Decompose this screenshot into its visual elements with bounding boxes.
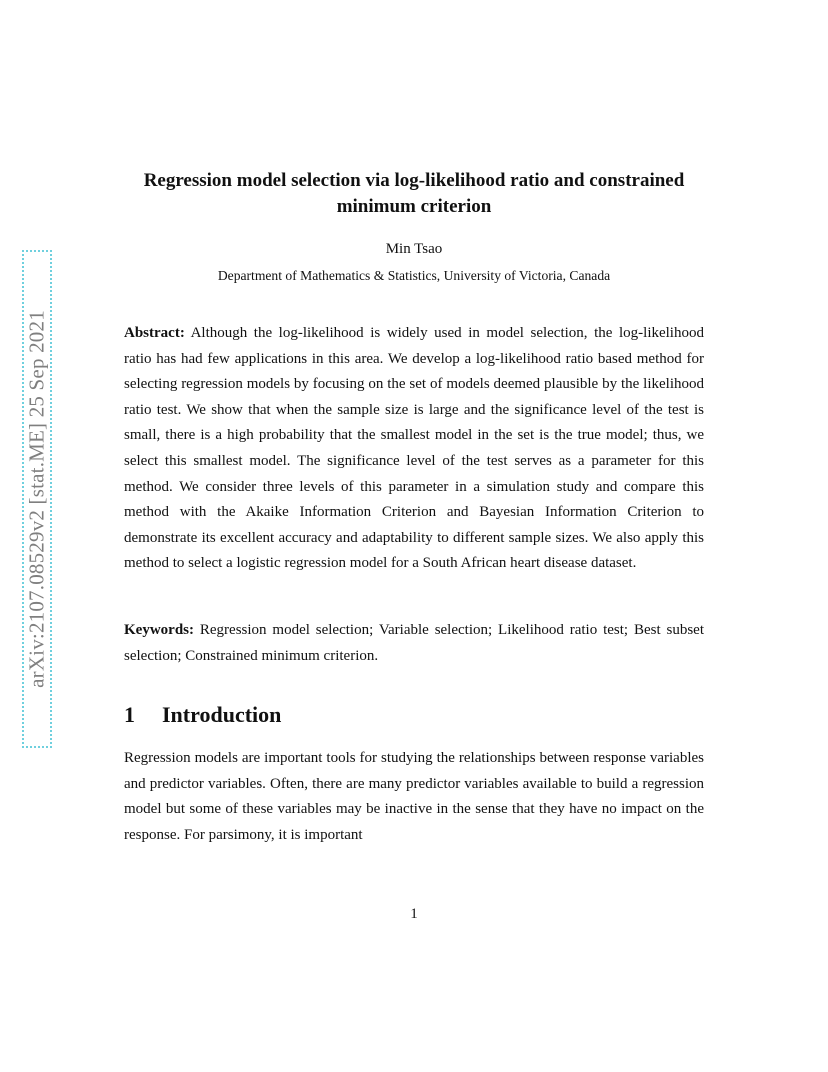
abstract-text: Although the log-likelihood is widely used in model selection, the log-likelihood ratio has had few applications in this area. We develop a log-likelihood ratio based method for selecting regression models by focusing on the set of models deemed plausible by the likelihood ratio test. We show that when the sample size is large and the significance level of the test is small, there is a high probability that the smallest model in the set is the true model; thus, we select this smallest model. The significance level of the test serves as a parameter for this method. We consider three levels of this parameter in a simulation study and compare this method with the Akaike Information Criterion and Bayesian Information Criterion to demonstrate its excellent accuracy and adaptability to different sample sizes. We also apply this method to select a logistic regression model for a South African heart disease dataset. bbox=[124, 325, 704, 572]
introduction-paragraph: Regression models are important tools for studying the relationships between response variables and predictor variables. Often, there are many predictor variables available to build a regression model but some of these variables may be inactive in the sense that they have no impact on the response. For parsimony, it is important bbox=[124, 750, 704, 843]
section-title: Introduction bbox=[162, 702, 282, 727]
keywords-text: Regression model selection; Variable selection; Likelihood ratio test; Best subset selection; Constrained minimum criterion. bbox=[124, 622, 704, 664]
paper-title: Regression model selection via log-likelihood ratio and constrained minimum criterion bbox=[143, 170, 685, 217]
author-affiliation: Department of Mathematics & Statistics, University of Victoria, Canada bbox=[217, 268, 611, 283]
page-number: 1 bbox=[410, 906, 418, 922]
author-name: Min Tsao bbox=[385, 241, 443, 257]
section-heading-introduction bbox=[124, 700, 704, 730]
abstract-paragraph bbox=[124, 321, 704, 577]
abstract-label: Abstract: bbox=[124, 325, 185, 341]
section-number: 1 bbox=[124, 702, 135, 727]
arxiv-identifier: arXiv:2107.08529v2 [stat.ME] 25 Sep 2021 bbox=[24, 310, 49, 688]
arxiv-side-stamp bbox=[22, 250, 52, 748]
keywords-paragraph bbox=[124, 618, 704, 669]
keywords-label: Keywords: bbox=[124, 622, 194, 638]
